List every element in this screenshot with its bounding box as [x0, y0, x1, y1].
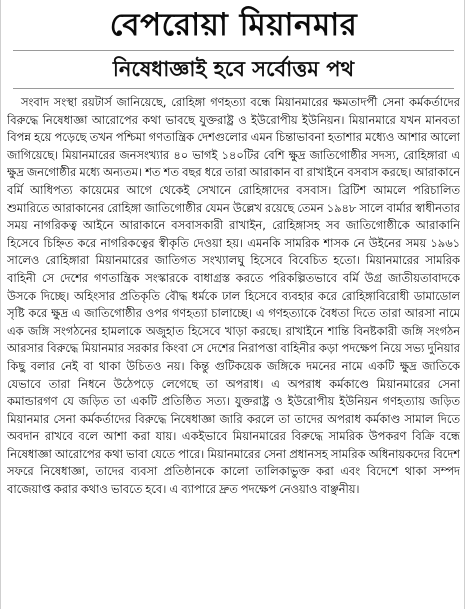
subheadline-divider: [13, 88, 454, 89]
subheadline: নিষেধাজ্ঞাই হবে সর্বোত্তম পথ: [112, 57, 355, 81]
headline-divider: [13, 50, 454, 51]
headline: বেপরোয়া মিয়ানমার: [109, 7, 358, 43]
article-body: [7, 94, 460, 604]
article-paragraph: সংবাদ সংস্থা রয়টার্স জানিয়েছে, রোহিঙ্গা গণহত্যা বন্ধে মিয়ানমারের ক্ষমতাদর্পী সেনা কর্মকর্তাদের বিরুদ্ধে নিষেধাজ্ঞা আরোপের কথা ভাবছে যুক্তরাষ্ট্র ও ইউরোপীয় ইউনিয়ন। মিয়ানমারে যখন মানবতা বিপন্ন হয়ে পড়েছে তখন পশ্চিমা গণতান্ত্রিক দেশগুলোর এমন চিন্তাভাবনা হতাশার মধ্যেও আশার আলো জাগিয়েছে। মিয়ানমারের জনসংখ্যার ৪০ ভাগই ১৪০টির বেশি ক্ষুদ্র জাতিগোষ্ঠীর সদস্য, রোহিঙ্গারা এ ক্ষুদ্র জনগোষ্ঠীর মধ্যে অন্যতম। শত শত বছর ধরে তারা আরাকান বা রাখাইনে বসবাস করছে। আরাকানে বর্মি আধিপত্য কায়েমের আগে থেকেই সেখানে রোহিঙ্গাদের বসবাস। ব্রিটিশ আমলে পরিচালিত শুমারিতে আরাকানের রোহিঙ্গা জাতিগোষ্ঠীর যেমন উল্লেখ রয়েছে তেমন ১৯৪৮ সালে বার্মার স্বাধীনতার সময় নাগরিকত্ব আইনে আরাকানে বসবাসকারী রাখাইন, রোহিঙ্গাসহ সব জাতিগোষ্ঠীকে আরাকানি হিসেবে চিহ্নিত করে নাগরিকত্বের স্বীকৃতি দেওয়া হয়। এমনকি সামরিক শাসক নে উইনের সময় ১৯৬১ সালেও রোহিঙ্গারা মিয়ানমারের জাতিগত সংখ্যালঘু হিসেবে বিবেচিত হতো। মিয়ানমারের সামরিক বাহিনী সে দেশের গণতান্ত্রিক সংস্কারকে বাধাগ্রস্ত করতে পরিকল্পিতভাবে বর্মি উগ্র জাতীয়তাবাদকে উসকে দিচ্ছে। অহিংসার প্রতিকৃতি বৌদ্ধ ধর্মকে ঢাল হিসেবে ব্যবহার করে রোহিঙ্গাবিরোধী ডামাডোল সৃষ্টি করে ক্ষুদ্র এ জাতিগোষ্ঠীর ওপর গণহত্যা চালাচ্ছে। এ গণহত্যাকে বৈধতা দিতে তারা আরসা নামে এক জঙ্গি সংগঠনের হামলাকে অজুহাত হিসেবে খাড়া করছে। রাখাইনে শান্তি বিনষ্টকারী জঙ্গি সংগঠন আরসার বিরুদ্ধে মিয়ানমার সরকার কিংবা সে দেশের নিরাপত্তা বাহিনীর কড়া পদক্ষেপ নিয়ে সভ্য দুনিয়ার কিছু বলার নেই বা থাকা উচিতও নয়। কিন্তু গুটিকয়েক জঙ্গিকে দমনের নামে একটি ক্ষুদ্র জাতিকে যেভাবে তারা নিধনে উঠেপড়ে লেগেছে তা অপরাধ। এ অপরাধ কর্মকাণ্ডে মিয়ানমারের সেনা কমান্ডারগণ যে জড়িত তা একটি প্রতিষ্ঠিত সত্য। যুক্তরাষ্ট্র ও ইউরোপীয় ইউনিয়ন গণহত্যায় জড়িত মিয়ানমার সেনা কর্মকর্তাদের বিরুদ্ধে নিষেধাজ্ঞা জারি করলে তা তাদের অপরাধ কর্মকাণ্ড সামাল দিতে অবদান রাখবে বলে আশা করা যায়। একইভাবে মিয়ানমারের বিরুদ্ধে সামরিক উপকরণ বিক্রি বন্ধে নিষেধাজ্ঞা আরোপের কথা ভাবা যেতে পারে। মিয়ানমারের সেনা প্রধানসহ সামরিক অধিনায়কদের বিদেশ সফরে নিষেধাজ্ঞা, তাদের ব্যবসা প্রতিষ্ঠানকে কালো তালিকাভুক্ত করা এবং বিদেশে থাকা সম্পদ বাজেয়াপ্ত করার কথাও ভাবতে হবে। এ ব্যাপারে দ্রুত পদক্ষেপ নেওয়াও বাঞ্ছনীয়।: [7, 95, 460, 497]
